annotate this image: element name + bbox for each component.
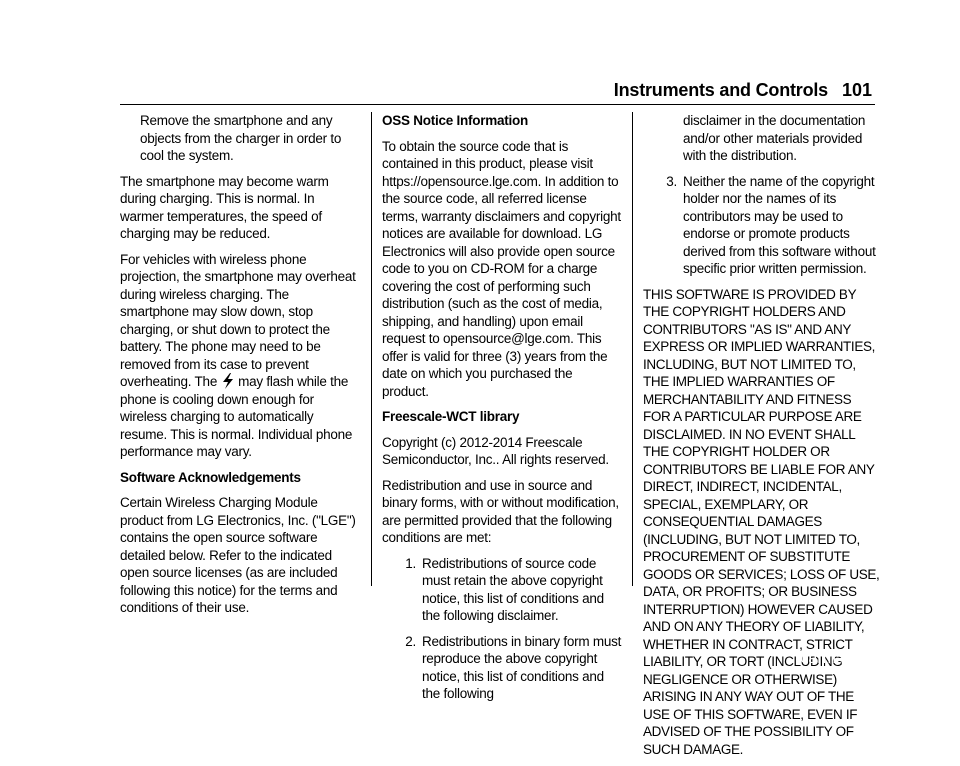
column-divider <box>371 112 372 586</box>
section-title: Instruments and Controls <box>613 80 828 100</box>
list-item-text: Redistributions of source code must retain the above copyright notice, this list of conditions and the following disclaimer. <box>422 555 604 623</box>
heading-freescale: Freescale-WCT library <box>382 409 520 424</box>
paragraph-oss: To obtain the source code that is contained in this product, please visit https://opensource.lge.com. In addition to the source code, all referred license terms, warranty disclaimers and copyright notices are available for download. LG Electronics will also provide open source code to you on CD-ROM for a charge covering the cost of performing such distribution (such as the cost of media, shipping, and handling) upon email request to opensource@lge.com. This offer is valid for three (3) years from the date on which you purchased the product. <box>382 138 621 399</box>
heading-oss-notice: OSS Notice Information <box>382 113 529 128</box>
paragraph-warm-charging: The smartphone may become warm during charging. This is normal. In warmer temperatures, the speed of charging may be reduced. <box>120 173 329 241</box>
paragraph-phone-projection <box>120 251 360 461</box>
list-item-continuation <box>643 112 881 165</box>
column-2 <box>382 112 622 711</box>
header-rule <box>120 104 875 105</box>
page-header <box>0 0 960 104</box>
list-item <box>382 555 622 625</box>
list-item-number: 1. <box>405 555 416 571</box>
lightning-bolt-icon <box>221 373 235 389</box>
watermark <box>0 640 960 678</box>
paragraph-redistribution: Redistribution and use in source and binary forms, with or without modification, are permitted provided that the following conditions are met: <box>382 477 619 545</box>
list-item-number: 2. <box>405 633 416 649</box>
paragraph-phone-projection-a: For vehicles with wireless phone projection, the smartphone may overheat during wireless charging. The smartphone may slow down, stop charging, or shut down to protect the battery. The phone may need to be removed from its case to prevent overheating. The <box>120 251 356 389</box>
list-item-text: Neither the name of the copyright holder nor the names of its contributors may be used to endorse or promote products derived from this software without specific prior written permission. <box>683 173 876 276</box>
column-1 <box>120 112 360 625</box>
list-item-number: 3. <box>666 173 677 189</box>
list-item <box>643 173 881 278</box>
paragraph-cool-system: Remove the smartphone and any objects from the charger in order to cool the system. <box>140 113 342 163</box>
paragraph-copyright: Copyright (c) 2012-2014 Freescale Semiconductor, Inc.. All rights reserved. <box>382 434 609 467</box>
list-item-text: Redistributions in binary form must reproduce the above copyright notice, this list of conditions and the following <box>422 633 622 701</box>
heading-software-acknowledgements: Software Acknowledgements <box>120 469 301 485</box>
paragraph-software: Certain Wireless Charging Module product from LG Electronics, Inc. ("LGE") contains the open source software detailed below. Refer to the indicated open source licenses (as are included following this notice) for the terms and conditions of their use. <box>120 495 356 615</box>
watermark-text: carmanualsonline.info <box>800 650 956 667</box>
column-divider <box>632 112 633 586</box>
list-item-text: disclaimer in the documentation and/or other materials provided with the distribution. <box>683 113 866 163</box>
page-number: 101 <box>841 80 872 100</box>
paragraph-phone-projection-b: may flash while the phone is cooling down enough for wireless charging to automatically resume. This is normal. Individual phone performance may vary. <box>120 374 353 459</box>
paragraph-disclaimer: THIS SOFTWARE IS PROVIDED BY THE COPYRIGHT HOLDERS AND CONTRIBUTORS "AS IS" AND ANY EXPRESS OR IMPLIED WARRANTIES, INCLUDING, BUT NOT LIMITED TO, THE IMPLIED WARRANTIES OF MERCHANTABILITY AND FITNESS FOR A PARTICULAR PURPOSE ARE DISCLAIMED. IN NO EVENT SHALL THE COPYRIGHT HOLDER OR CONTRIBUTORS BE LIABLE FOR ANY DIRECT, INDIRECT, INCIDENTAL, SPECIAL, EXEMPLARY, OR CONSEQUENTIAL DAMAGES (INCLUDING, BUT NOT LIMITED TO, PROCUREMENT OF SUBSTITUTE GOODS OR SERVICES; LOSS OF USE, DATA, OR PROFITS; OR BUSINESS INTERRUPTION) HOWEVER CAUSED AND ON ANY THEORY OF LIABILITY, WHETHER IN CONTRACT, STRICT LIABILITY, OR TORT (INCLUDING NEGLIGENCE OR OTHERWISE) ARISING IN ANY WAY OUT OF THE USE OF THIS SOFTWARE, EVEN IF ADVISED OF THE POSSIBILITY OF SUCH DAMAGE. <box>643 286 880 757</box>
